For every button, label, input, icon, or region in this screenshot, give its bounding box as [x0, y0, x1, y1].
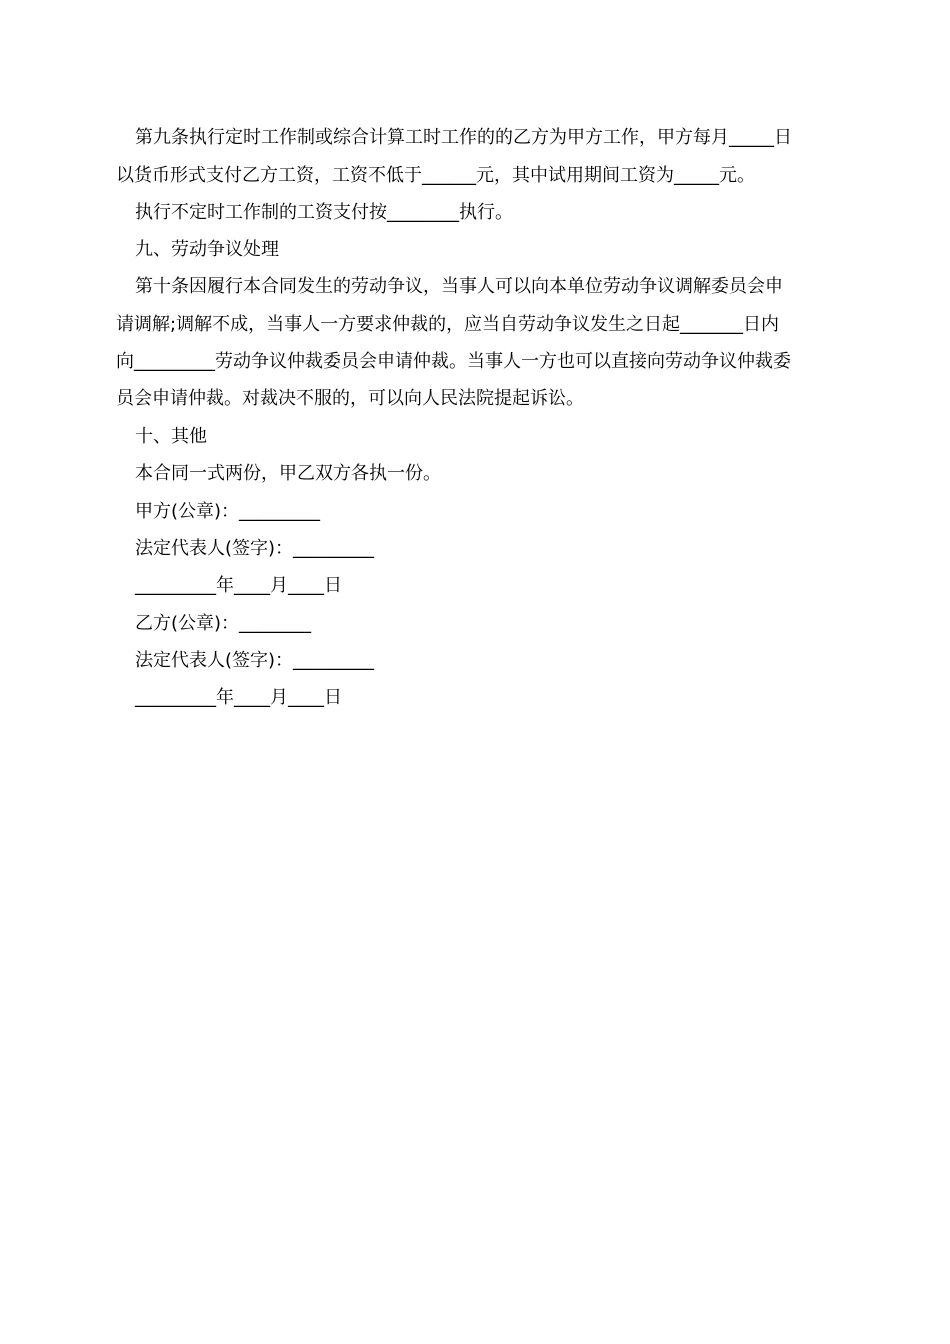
clause9-line1: 第九条执行定时工作制或综合计算工时工作的的乙方为甲方工作，甲方每月_____日: [135, 127, 792, 148]
clause9-line3: 执行不定时工作制的工资支付按________执行。: [135, 202, 513, 223]
clause9-line2: 以货币形式支付乙方工资，工资不低于______元，其中试用期间工资为_____元。: [116, 165, 755, 186]
section9-heading: 九、劳动争议处理: [135, 239, 279, 260]
party-a-seal: 甲方(公章)：_________: [135, 501, 321, 522]
section10-heading: 十、其他: [135, 426, 207, 447]
clause10-line2: 请调解;调解不成，当事人一方要求仲裁的，应当自劳动争议发生之日起_______日内: [116, 314, 780, 335]
party-a-date: _________年____月____日: [135, 575, 342, 596]
party-b-representative: 法定代表人(签字)：_________: [135, 650, 375, 671]
party-a-representative: 法定代表人(签字)：_________: [135, 538, 375, 559]
copies-text: 本合同一式两份，甲乙双方各执一份。: [135, 463, 441, 484]
party-b-seal: 乙方(公章)：________: [135, 613, 312, 634]
clause10-line1: 第十条因履行本合同发生的劳动争议，当事人可以向本单位劳动争议调解委员会申: [135, 276, 783, 297]
clause10-line3: 向_________劳动争议仲裁委员会申请仲裁。当事人一方也可以直接向劳动争议仲裁委: [116, 351, 791, 372]
party-b-date: _________年____月____日: [135, 687, 342, 708]
clause10-line4: 员会申请仲裁。对裁决不服的，可以向人民法院提起诉讼。: [116, 388, 584, 409]
